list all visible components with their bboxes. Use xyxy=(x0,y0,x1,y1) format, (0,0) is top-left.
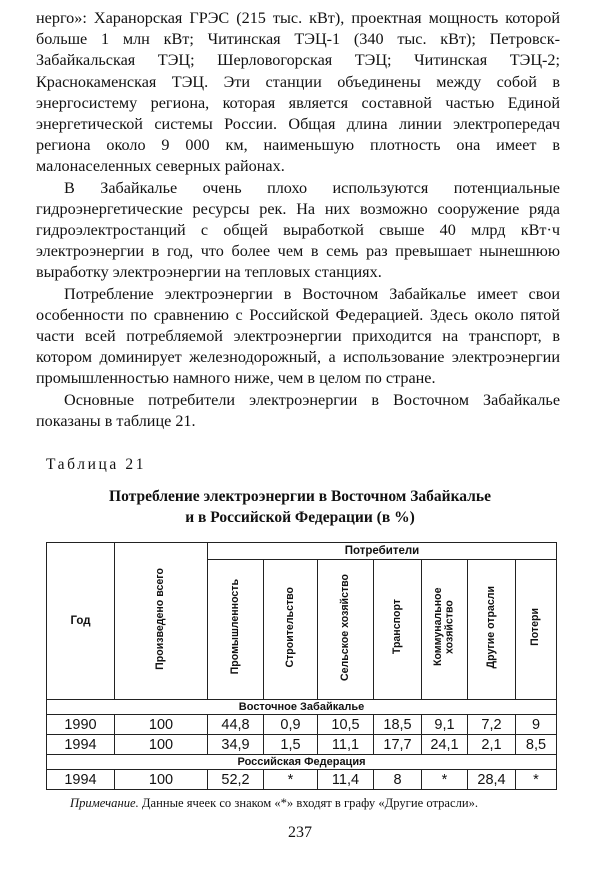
table-note xyxy=(70,796,570,811)
cell-communal: 24,1 xyxy=(422,735,468,755)
cell-losses: * xyxy=(516,770,557,790)
cell-construction: 1,5 xyxy=(264,735,318,755)
cell-construction: * xyxy=(264,770,318,790)
table-title-line: Потребление электроэнергии в Восточном Забайкалье xyxy=(109,488,491,505)
body-text xyxy=(36,8,560,432)
cell-other: 2,1 xyxy=(468,735,516,755)
cell-produced: 100 xyxy=(115,770,208,790)
cell-agriculture: 10,5 xyxy=(318,715,374,735)
paragraph: нерго»: Харанорская ГРЭС (215 тыс. кВт), проектная мощность которой больше 1 млн кВт; Читинская ТЭЦ-1 (340 тыс. кВт); Петровск-Забайкальская ТЭЦ; Шерловогорская ТЭЦ; Читинская ТЭЦ-2; Краснокаменская ТЭЦ. Эти станции объединены между собой в энергосистему региона, которая является составной частью Единой энергетической системы России. Общая длина линии электропередач региона около 9 000 км, наименьшую плотность она имеет в малонаселенных северных районах. xyxy=(36,9,560,176)
header-other: Другие отрасли xyxy=(484,585,497,669)
cell-produced: 100 xyxy=(115,735,208,755)
header-other-cell xyxy=(468,560,516,700)
cell-other: 7,2 xyxy=(468,715,516,735)
table-row xyxy=(47,735,557,755)
header-construction: Строительство xyxy=(283,586,296,668)
section-east: Восточное Забайкалье xyxy=(47,700,557,715)
header-transport-cell xyxy=(374,560,422,700)
header-losses: Потери xyxy=(529,608,542,646)
header-industry-cell xyxy=(208,560,264,700)
paragraph: В Забайкалье очень плохо используются потенциальные гидроэнергетические ресурсы рек. На них возможно сооружение ряда гидроэлектростанций с общей выработкой свыше 40 млрд кВт·ч электроэнергии в год, что более чем в семь раз превышает нынешнюю выработку электроэнергии на тепловых станциях. xyxy=(36,178,560,282)
paragraph: Основные потребители электроэнергии в Восточном Забайкалье показаны в таблице 21. xyxy=(36,390,560,430)
header-transport: Транспорт xyxy=(390,599,403,655)
header-consumers: Потребители xyxy=(208,543,557,560)
section-row xyxy=(47,700,557,715)
header-communal: Коммунальное хозяйство xyxy=(432,587,456,667)
cell-agriculture: 11,1 xyxy=(318,735,374,755)
header-produced: Произведено всего xyxy=(154,567,167,670)
cell-produced: 100 xyxy=(115,715,208,735)
cell-agriculture: 11,4 xyxy=(318,770,374,790)
paragraph: Потребление электроэнергии в Восточном Забайкалье имеет свои особенности по сравнению с Российской Федерацией. Здесь около пятой части всей потребляемой электроэнергии приходится на транспорт, в котором доминирует железнодорожный, а использование электроэнергии промышленностью намного ниже, чем в целом по стране. xyxy=(36,284,560,388)
table-row xyxy=(47,770,557,790)
header-row xyxy=(47,543,557,560)
header-year: Год xyxy=(47,543,115,700)
header-construction-cell xyxy=(264,560,318,700)
cell-construction: 0,9 xyxy=(264,715,318,735)
table-title-line: и в Российской Федерации (в %) xyxy=(185,509,415,526)
cell-year: 1994 xyxy=(47,770,115,790)
cell-losses: 8,5 xyxy=(516,735,557,755)
header-agriculture-cell xyxy=(318,560,374,700)
page-number: 237 xyxy=(288,824,312,841)
header-industry: Промышленность xyxy=(228,579,241,675)
cell-communal: * xyxy=(422,770,468,790)
cell-year: 1990 xyxy=(47,715,115,735)
cell-transport: 8 xyxy=(374,770,422,790)
header-produced-cell xyxy=(115,543,208,700)
note-text: Данные ячеек со знаком «*» входят в графу «Другие отрасли». xyxy=(141,796,479,810)
table-row xyxy=(47,715,557,735)
cell-industry: 52,2 xyxy=(208,770,264,790)
cell-transport: 18,5 xyxy=(374,715,422,735)
note-lead: Примечание. xyxy=(70,796,139,810)
cell-losses: 9 xyxy=(516,715,557,735)
consumption-table xyxy=(46,542,557,790)
header-losses-cell xyxy=(516,560,557,700)
cell-communal: 9,1 xyxy=(422,715,468,735)
header-communal-cell xyxy=(422,560,468,700)
cell-industry: 34,9 xyxy=(208,735,264,755)
section-rf: Российская Федерация xyxy=(47,755,557,770)
table-caption: Таблица 21 xyxy=(46,456,147,473)
table-title xyxy=(40,486,560,528)
section-row xyxy=(47,755,557,770)
cell-transport: 17,7 xyxy=(374,735,422,755)
cell-industry: 44,8 xyxy=(208,715,264,735)
cell-other: 28,4 xyxy=(468,770,516,790)
cell-year: 1994 xyxy=(47,735,115,755)
header-agriculture: Сельское хозяйство xyxy=(338,573,351,681)
